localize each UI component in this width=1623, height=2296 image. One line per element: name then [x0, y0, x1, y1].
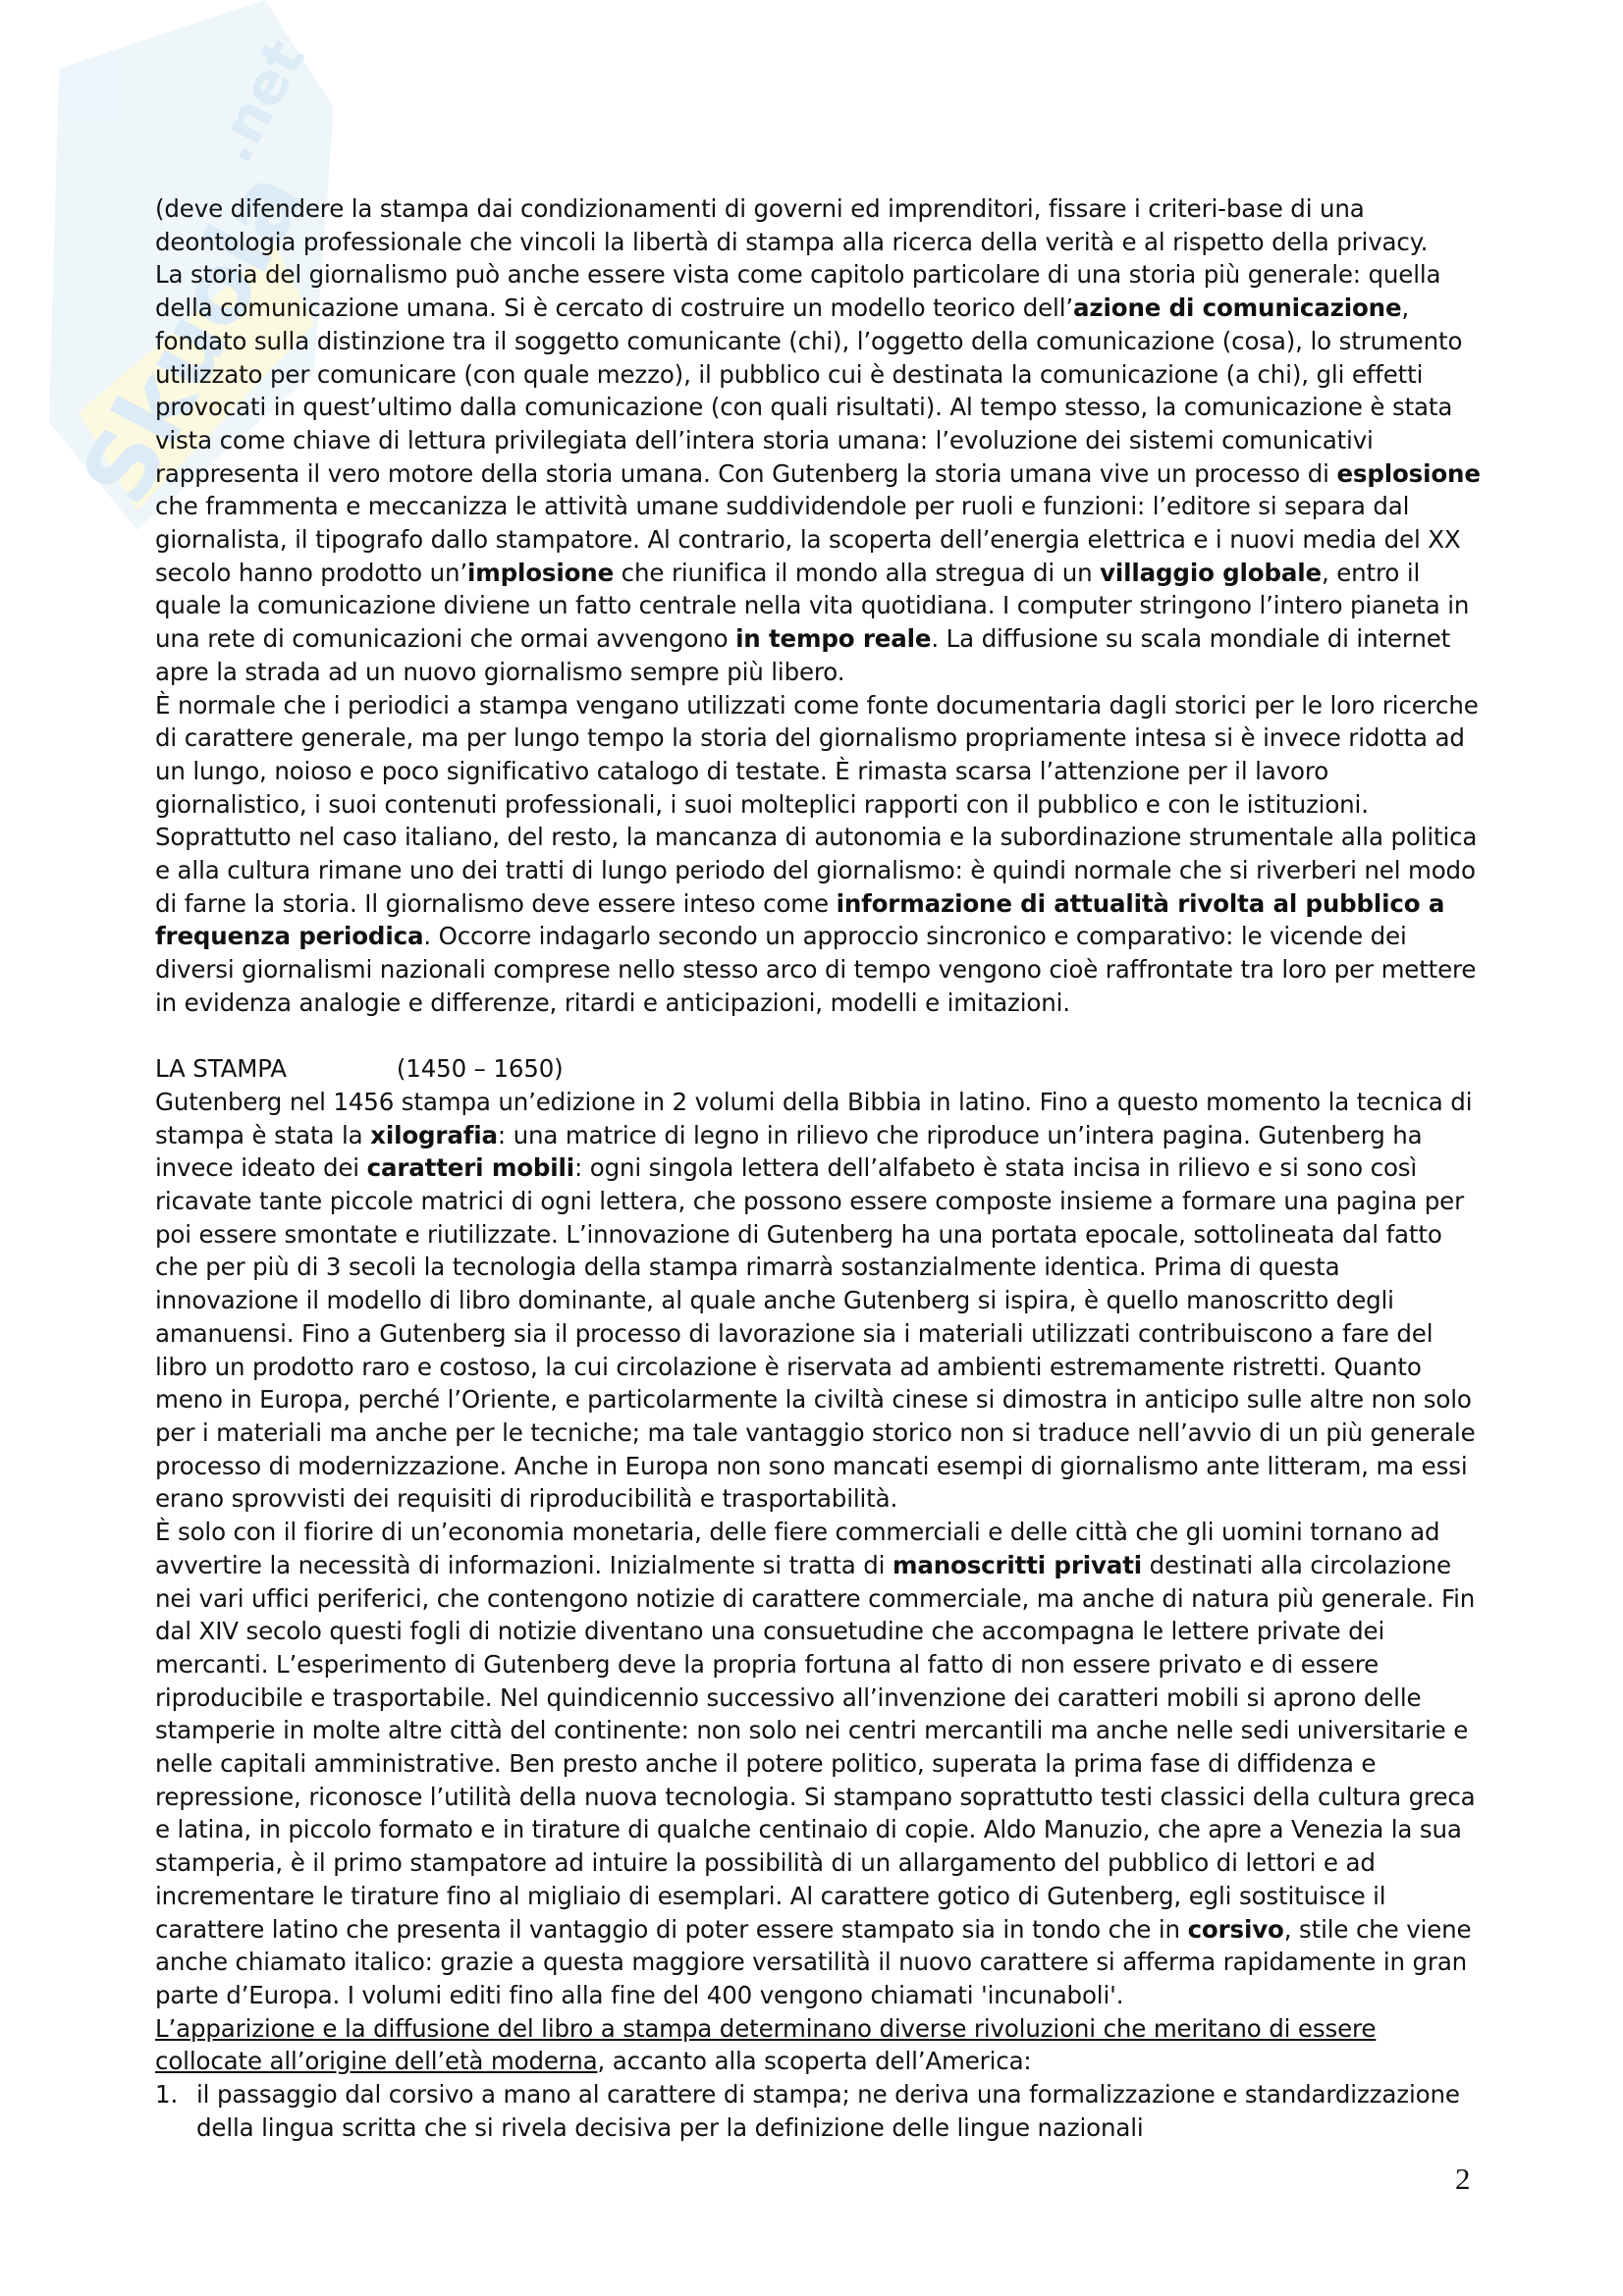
- list-number: 1.: [155, 2080, 179, 2109]
- paragraph-4: Gutenberg nel 1456 stampa un’edizione in 2 volumi della Bibbia in latino. Fino a questo momento la tecnica di stampa è stata la xilografia: una matrice di legno in rilievo che riproduce un’intera pagina. Gutenberg ha invece ideato dei caratteri mobili: ogni singola lettera dell’alfabeto è stata incisa in rilievo e si sono così ricavate tante piccole matrici di ogni lettera, che possono essere composte insieme a formare una pagina per poi essere smontate e riutilizzate. L’innovazione di Gutenberg ha una portata epocale, sottolineata dal fatto che per più di 3 secoli la tecnologia della stampa rimarrà sostanzialmente identica. Prima di questa innovazione il modello di libro dominante, al quale anche Gutenberg si ispira, è quello manoscritto degli amanuensi. Fino a Gutenberg sia il processo di lavorazione sia i materiali utilizzati contribuiscono a fare del libro un prodotto raro e costoso, la cui circolazione è riservata ad ambienti estremamente ristretti. Quanto meno in Europa, perché l’Oriente, e particolarmente la civiltà cinese si dimostra in anticipo sulle altre non solo per i materiali ma anche per le tecniche; ma tale vantaggio storico non si traduce nell’avvio di un più generale processo di modernizzazione. Anche in Europa non sono mancati esempi di giornalismo ante litteram, ma essi erano sprovvisti dei requisiti di riproducibilità e trasportabilità.: [155, 1087, 1476, 1514]
- section-title: LA STAMPA: [155, 1054, 287, 1084]
- bold-term: manoscritti privati: [892, 1550, 1143, 1579]
- bold-term: implosione: [466, 558, 615, 587]
- svg-text:.net: .net: [198, 28, 318, 174]
- bold-term: in tempo reale: [735, 624, 932, 654]
- paragraph-5: È solo con il fiorire di un’economia monetaria, delle fiere commerciali e delle città che gli uomini tornano ad avvertire la necessità di informazioni. Inizialmente si tratta di manoscritti privati destinati alla circolazione nei vari uffici periferici, che contengono notizie di carattere commerciale, ma anche di natura più generale. Fin dal XIV secolo questi fogli di notizie diventano una consuetudine che accompagna le lettere private dei mercanti. L’esperimento di Gutenberg deve la propria fortuna al fatto di non essere privato e di essere riproducibile e trasportabile. Nel quindicennio successivo all’invenzione dei caratteri mobili si aprono delle stamperie in molte altre città del continente: non solo nei centri mercantili ma anche nelle sedi universitarie e nelle capitali amministrative. Ben presto anche il potere politico, superata la prima fase di diffidenza e repressione, riconosce l’utilità della nuova tecnologia. Si stampano soprattutto testi classici della cultura greca e latina, in piccolo formato e in tirature di qualche centinaio di copie. Aldo Manuzio, che apre a Venezia la sua stamperia, è il primo stampatore ad intuire la possibilità di un allargamento del pubblico di lettori e ad incrementare le tirature fino al migliaio di esemplari. Al carattere gotico di Gutenberg, egli sostituisce il carattere latino che presenta il vantaggio di poter essere stampato sia in tondo che in corsivo, stile che viene anche chiamato italico: grazie a questa maggiore versatilità il nuovo carattere si afferma rapidamente in gran parte d’Europa. I volumi editi fino alla fine del 400 vengono chiamati 'incunaboli'.: [155, 1518, 1476, 2009]
- section-dates: (1450 – 1650): [396, 1054, 564, 1084]
- bold-term: corsivo: [1187, 1914, 1284, 1944]
- paragraph-3: È normale che i periodici a stampa vengano utilizzati come fonte documentaria dagli storici per le loro ricerche di carattere generale, ma per lungo tempo la storia del giornalismo propriamente intesa si è invece ridotta ad un lungo, noioso e poco significativo catalogo di testate. È rimasta scarsa l’attenzione per il lavoro giornalistico, i suoi contenuti professionali, i suoi molteplici rapporti con il pubblico e con le istituzioni. Soprattutto nel caso italiano, del resto, la mancanza di autonomia e la subordinazione strumentale alla politica e alla cultura rimane uno dei tratti di lungo periodo del giornalismo: è quindi normale che si riverberi nel modo di farne la storia. Il giornalismo deve essere inteso come informazione di attualità rivolta al pubblico a frequenza periodica. Occorre indagarlo secondo un approccio sincronico e comparativo: le vicende dei diversi giornalismi nazionali comprese nello stesso arco di tempo vengono cioè raffrontate tra loro per mettere in evidenza analogie e differenze, ritardi e anticipazioni, modelli e imitazioni.: [155, 690, 1479, 1017]
- page-number: 2: [1455, 2162, 1471, 2196]
- underlined-text: L’apparizione e la diffusione del libro a stampa determinano diverse rivoluzioni che meritano di essere collocate all’origine dell’età moderna: [155, 2013, 1377, 2076]
- document-body: [155, 192, 1483, 2144]
- blank-line: [155, 1020, 1483, 1053]
- bold-term: xilografia: [370, 1120, 498, 1149]
- svg-text:Skuola: Skuola: [60, 152, 326, 521]
- paragraph-2: La storia del giornalismo può anche essere vista come capitolo particolare di una storia più generale: quella della comunicazione umana. Si è cercato di costruire un modello teorico dell’azione di comunicazione, fondato sulla distinzione tra il soggetto comunicante (chi), l’oggetto della comunicazione (cosa), lo strumento utilizzato per comunicare (con quale mezzo), il pubblico cui è destinata la comunicazione (a chi), gli effetti provocati in quest’ultimo dalla comunicazione (con quali risultati). Al tempo stesso, la comunicazione è stata vista come chiave di lettura privilegiata dell’intera storia umana: l’evoluzione dei sistemi comunicativi rappresenta il vero motore della storia umana. Con Gutenberg la storia umana vive un processo di esplosione che frammenta e meccanizza le attività umane suddividendole per ruoli e funzioni: l’editore si separa dal giornalista, il tipografo dallo stampatore. Al contrario, la scoperta dell’energia elettrica e i nuovi media del XX secolo hanno prodotto un’implosione che riunifica il mondo alla stregua di un villaggio globale, entro il quale la comunicazione diviene un fatto centrale nella vita quotidiana. I computer stringono l’intero pianeta in una rete di comunicazioni che ormai avvengono in tempo reale. La diffusione su scala mondiale di internet apre la strada ad un nuovo giornalismo sempre più libero.: [155, 260, 1481, 686]
- paragraph-1: (deve difendere la stampa dai condizionamenti di governi ed imprenditori, fissare i criteri-base di una deontologia professionale che vincoli la libertà di stampa alla ricerca della verità e al rispetto della privacy.: [155, 194, 1429, 256]
- bold-term: azione di comunicazione: [1073, 294, 1402, 323]
- bold-term: informazione di attualità rivolta al pubblico a frequenza periodica: [155, 888, 1445, 951]
- bold-term: esplosione: [1336, 458, 1481, 488]
- bold-term: caratteri mobili: [366, 1153, 575, 1183]
- list-text: il passaggio dal corsivo a mano al carattere di stampa; ne deriva una formalizzazione e standardizzazione della lingua scritta che si rivela decisiva per la definizione delle lingue nazionali: [196, 2080, 1460, 2142]
- section-heading: [155, 1052, 1483, 1086]
- bold-term: villaggio globale: [1100, 558, 1322, 587]
- paragraph-6: L’apparizione e la diffusione del libro a stampa determinano diverse rivoluzioni che meritano di essere collocate all’origine dell’età moderna, accanto alla scoperta dell’America:: [155, 2013, 1377, 2076]
- list-item: [155, 2078, 1483, 2144]
